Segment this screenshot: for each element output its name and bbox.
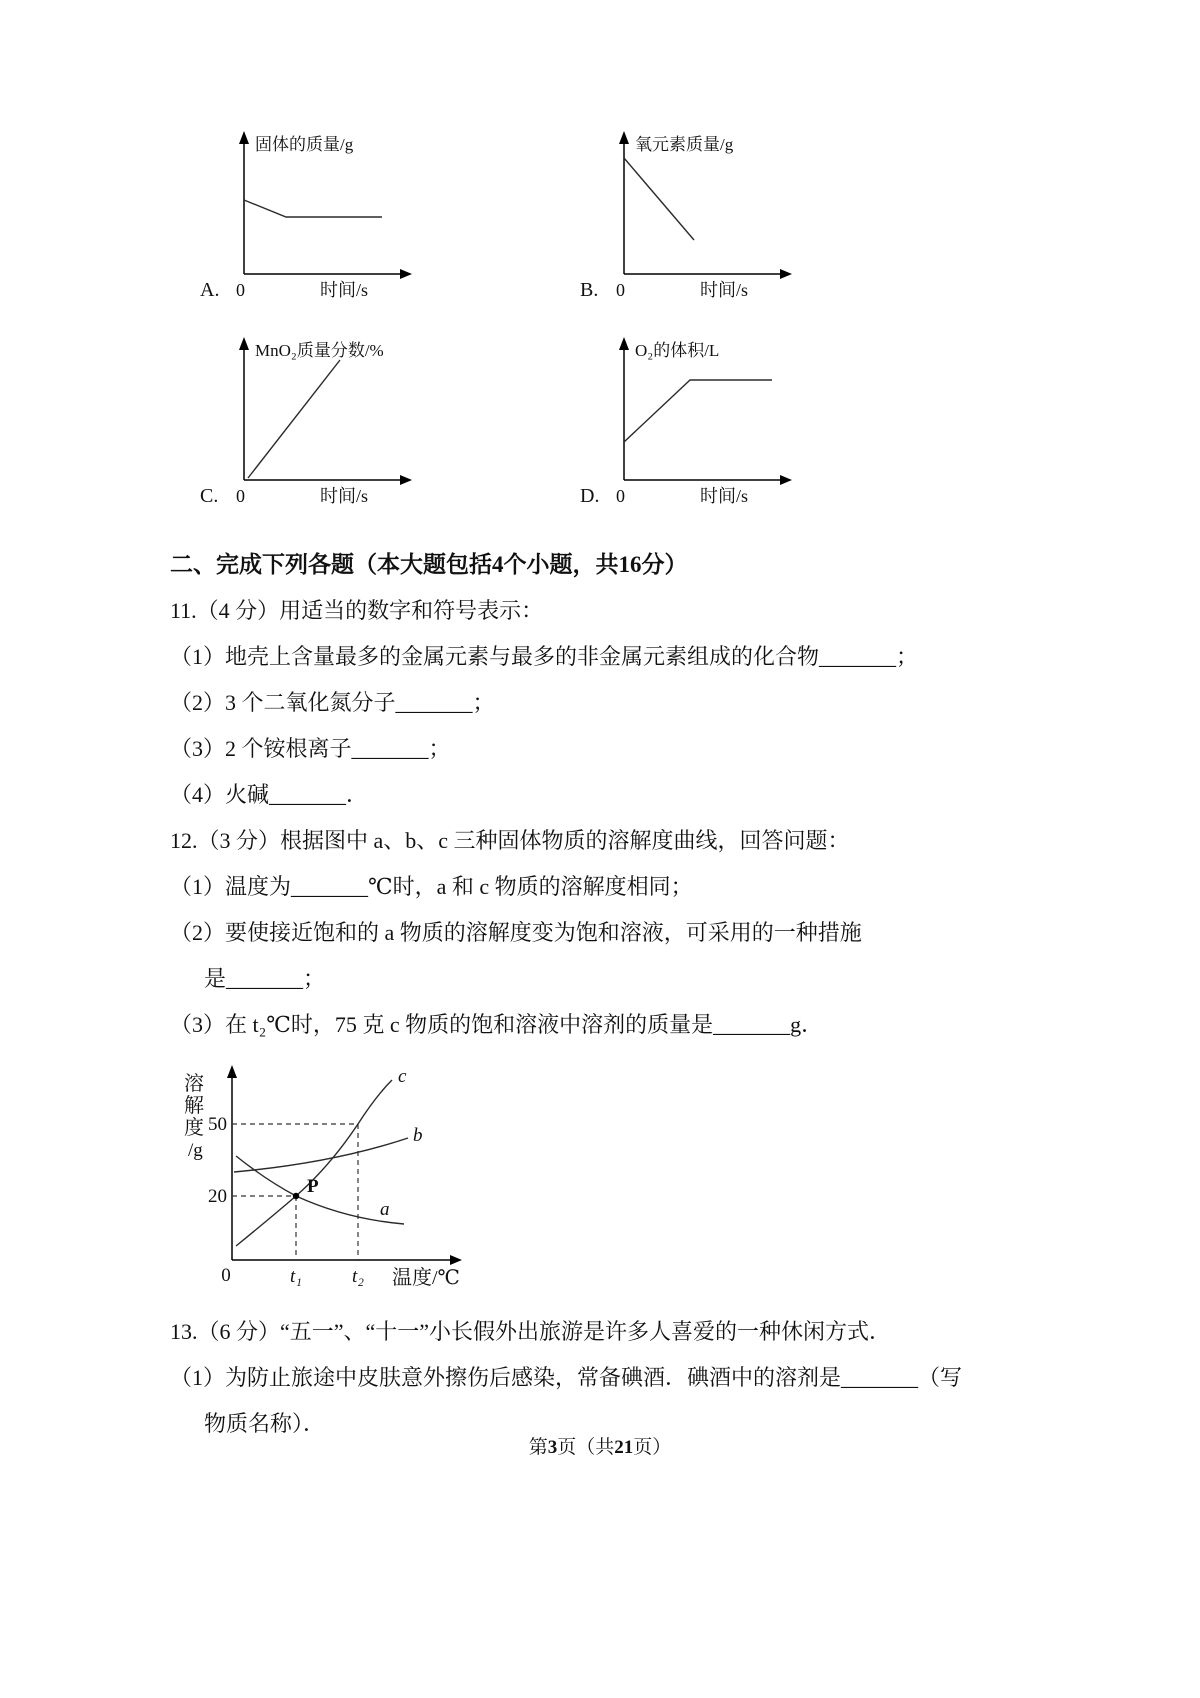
origin-label: 0 bbox=[236, 280, 245, 300]
y-axis-label: 固体的质量/g bbox=[255, 135, 354, 154]
option-graph-d bbox=[578, 330, 808, 508]
y-axis-arrow-icon bbox=[227, 1065, 237, 1078]
option-letter: A. bbox=[200, 279, 220, 301]
option-graph-b bbox=[578, 124, 808, 302]
origin-label: 0 bbox=[616, 280, 625, 300]
x-axis-label: 时间/s bbox=[700, 280, 749, 300]
y-caption-char-1: 溶 bbox=[184, 1073, 204, 1095]
option-graph-c bbox=[198, 330, 428, 508]
curve-a bbox=[236, 1156, 404, 1224]
option-graph-a bbox=[198, 124, 428, 302]
curve-c-label: c bbox=[398, 1066, 407, 1087]
x-tick-t2: t₂ bbox=[352, 1266, 364, 1287]
option-d-chart bbox=[578, 330, 808, 508]
y-caption-char-2: 解 bbox=[184, 1095, 204, 1117]
q11-item-4: （4）火碱_______． bbox=[170, 782, 369, 807]
option-letter: B. bbox=[580, 279, 599, 301]
footer-text-pre: 第 bbox=[528, 1437, 548, 1458]
option-letter: C. bbox=[200, 485, 219, 507]
question-12-stem: 12.（3 分）根据图中 a、b、c 三种固体物质的溶解度曲线，回答问题： bbox=[170, 828, 850, 853]
question-11-stem: 11.（4 分）用适当的数字和符号表示： bbox=[170, 598, 544, 623]
curve-oxygen-mass bbox=[624, 158, 694, 240]
x-axis-arrow-icon bbox=[400, 269, 412, 279]
curve-b bbox=[234, 1138, 408, 1172]
y-tick-50: 50 bbox=[208, 1114, 227, 1135]
x-axis-arrow-icon bbox=[780, 269, 792, 279]
y-tick-20: 20 bbox=[208, 1186, 227, 1207]
option-a-chart bbox=[198, 124, 428, 302]
curve-c bbox=[236, 1080, 392, 1246]
origin-label: 0 bbox=[616, 486, 625, 506]
solubility-curves-svg bbox=[170, 1054, 500, 1304]
y-caption-char-3: 度 bbox=[184, 1117, 204, 1139]
q11-item-3: （3）2 个铵根离子_______； bbox=[170, 736, 451, 761]
origin-label: 0 bbox=[236, 486, 245, 506]
page-footer bbox=[0, 1432, 1200, 1459]
q13-item-1-line-1: （1）为防止旅途中皮肤意外擦伤后感染，常备碘酒．碘酒中的溶剂是_______（写 bbox=[170, 1365, 963, 1390]
y-axis-arrow-icon bbox=[619, 337, 629, 350]
x-axis-arrow-icon bbox=[780, 475, 792, 485]
curve-solid-mass bbox=[244, 200, 382, 217]
answer-option-graphs bbox=[198, 124, 1032, 508]
curve-o2-volume bbox=[624, 380, 772, 442]
x-axis-label: 温度/℃ bbox=[392, 1267, 460, 1289]
y-axis-arrow-icon bbox=[239, 337, 249, 350]
solubility-chart bbox=[170, 1054, 1032, 1309]
y-axis-label: 氧元素质量/g bbox=[635, 135, 734, 154]
question-13-stem: 13.（6 分）“五一”、“十一”小长假外出旅游是许多人喜爱的一种休闲方式． bbox=[170, 1319, 892, 1344]
q11-item-1: （1）地壳上含量最多的金属元素与最多的非金属元素组成的化合物_______； bbox=[170, 644, 919, 669]
y-axis-arrow-icon bbox=[239, 131, 249, 144]
footer-page-number: 3 bbox=[547, 1437, 558, 1458]
x-axis-arrow-icon bbox=[450, 1255, 462, 1265]
curve-a-label: a bbox=[380, 1199, 390, 1220]
footer-text-mid: 页（共 bbox=[557, 1437, 615, 1458]
origin-label: 0 bbox=[221, 1265, 231, 1286]
curve-mno2-fraction bbox=[248, 360, 340, 478]
q13-item-1-line-2: 物质名称）． bbox=[204, 1411, 326, 1436]
point-p-label: P bbox=[307, 1176, 319, 1197]
option-c-chart bbox=[198, 330, 428, 508]
x-axis-label: 时间/s bbox=[320, 280, 369, 300]
x-axis-arrow-icon bbox=[400, 475, 412, 485]
footer-total-pages: 21 bbox=[614, 1437, 634, 1458]
q12-item-2-line-1: （2）要使接近饱和的 a 物质的溶解度变为饱和溶液，可采用的一种措施 bbox=[170, 920, 862, 945]
curve-b-label: b bbox=[413, 1125, 423, 1146]
point-p-dot bbox=[293, 1193, 299, 1199]
option-letter: D. bbox=[580, 485, 600, 507]
q12-item-2-line-2: 是_______； bbox=[204, 966, 326, 991]
q12-item-1: （1）温度为_______℃时，a 和 c 物质的溶解度相同； bbox=[170, 874, 693, 899]
section-2-heading: 二、完成下列各题（本大题包括4个小题，共16分） bbox=[170, 552, 688, 577]
y-axis-label: MnO₂质量分数/% bbox=[255, 341, 384, 360]
x-axis-label: 时间/s bbox=[320, 486, 369, 506]
x-axis-label: 时间/s bbox=[700, 486, 749, 506]
q12-item-3: （3）在 t₂℃时，75 克 c 物质的饱和溶液中溶剂的质量是_______g． bbox=[170, 1012, 824, 1037]
option-b-chart bbox=[578, 124, 808, 302]
y-caption-unit: /g bbox=[188, 1140, 203, 1161]
x-tick-t1: t₁ bbox=[290, 1266, 302, 1287]
y-axis-arrow-icon bbox=[619, 131, 629, 144]
q11-item-2: （2）3 个二氧化氮分子_______； bbox=[170, 690, 495, 715]
footer-text-post: 页） bbox=[633, 1437, 672, 1458]
y-axis-label: O₂的体积/L bbox=[635, 341, 720, 360]
